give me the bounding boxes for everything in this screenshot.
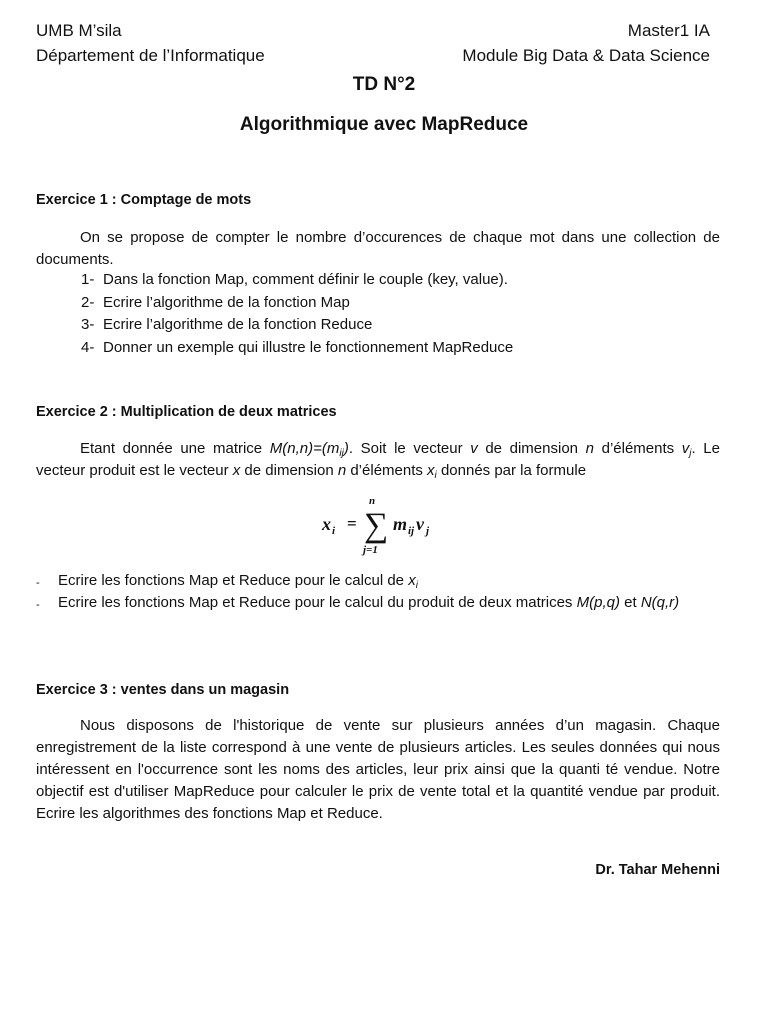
- svg-text:j: j: [426, 525, 430, 537]
- department-name: Département de l’Informatique: [36, 46, 265, 65]
- svg-text:n: n: [369, 495, 376, 507]
- author-signature: Dr. Tahar Mehenni: [595, 862, 720, 878]
- list-item: [81, 337, 513, 360]
- document-title: TD N°2: [352, 74, 416, 95]
- exercise-2-intro: Etant donnée une matrice $M(n,n)=(m_{ij})$. Soit le vecteur v de dimension n d’éléments $v_j$. Le vecteur produit est le vecteur x de dimension n d’éléments $x_i$ donnés par la formule: [36, 440, 720, 481]
- item-text: Donner un exemple qui illustre le fonctionnement MapReduce: [103, 338, 514, 356]
- exercise-3-text: Nous disposons de l'historique de vente sur plusieurs années d’un magasin. Chaque enregistrement de la liste correspond à une vente de plusieurs articles. Les seules données qui nous intéressent en l'occurrence sont les noms des articles, leur prix ainsi que la quanti té vendue. Notre objectif est d'utiliser MapReduce pour calculer le prix de vente total et la quantité vendue par produit. Ecrire les algorithmes des fonctions Map et Reduce.: [36, 717, 720, 822]
- svg-text:i: i: [332, 525, 336, 537]
- item-number: 1-: [81, 271, 95, 288]
- institution-name: UMB M’sila: [36, 21, 122, 40]
- list-item: - Ecrire les fonctions Map et Reduce pour le calcul du produit de deux matrices M(p,q) et N(q,r): [36, 592, 726, 614]
- module-name: Module Big Data & Data Science: [462, 46, 710, 65]
- svg-text:ij: ij: [408, 525, 415, 537]
- exercise-1-heading: Exercice 1 : Comptage de mots: [36, 192, 252, 208]
- exercise-2-tasks: [36, 570, 726, 614]
- bullet-dash: -: [36, 599, 40, 611]
- item-number: 2-: [81, 293, 95, 311]
- svg-text:v: v: [416, 514, 424, 534]
- document-subtitle: Algorithmique avec MapReduce: [239, 114, 529, 135]
- list-item: [81, 269, 513, 292]
- list-item: [81, 314, 513, 337]
- svg-text:m: m: [393, 514, 408, 534]
- list-item: - Ecrire les fonctions Map et Reduce pour le calcul de $x_i$: [36, 570, 726, 592]
- item-text: Ecrire l’algorithme de la fonction Map: [103, 293, 350, 311]
- item-text: Ecrire l’algorithme de la fonction Reduce: [103, 316, 373, 333]
- item-number: 4-: [81, 338, 95, 356]
- svg-text:j=1: j=1: [363, 544, 378, 556]
- summation-formula: [318, 492, 448, 558]
- exercise-1-intro: On se propose de compter le nombre d’occurences de chaque mot dans une collection de documents.: [36, 229, 720, 268]
- level-label: Master1 IA: [627, 21, 710, 40]
- exercise-3-heading: Exercice 3 : ventes dans un magasin: [36, 682, 290, 698]
- list-item: [81, 292, 513, 315]
- svg-text:∑: ∑: [364, 507, 389, 544]
- svg-text:=: =: [347, 514, 357, 533]
- exercise-1-questions: [81, 269, 513, 359]
- svg-text:x: x: [322, 514, 331, 534]
- item-text: Dans la fonction Map, comment définir le couple (key, value).: [103, 271, 508, 288]
- bullet-dash: -: [36, 577, 40, 589]
- item-number: 3-: [81, 316, 95, 333]
- exercise-2-heading: Exercice 2 : Multiplication de deux matrices: [36, 404, 337, 420]
